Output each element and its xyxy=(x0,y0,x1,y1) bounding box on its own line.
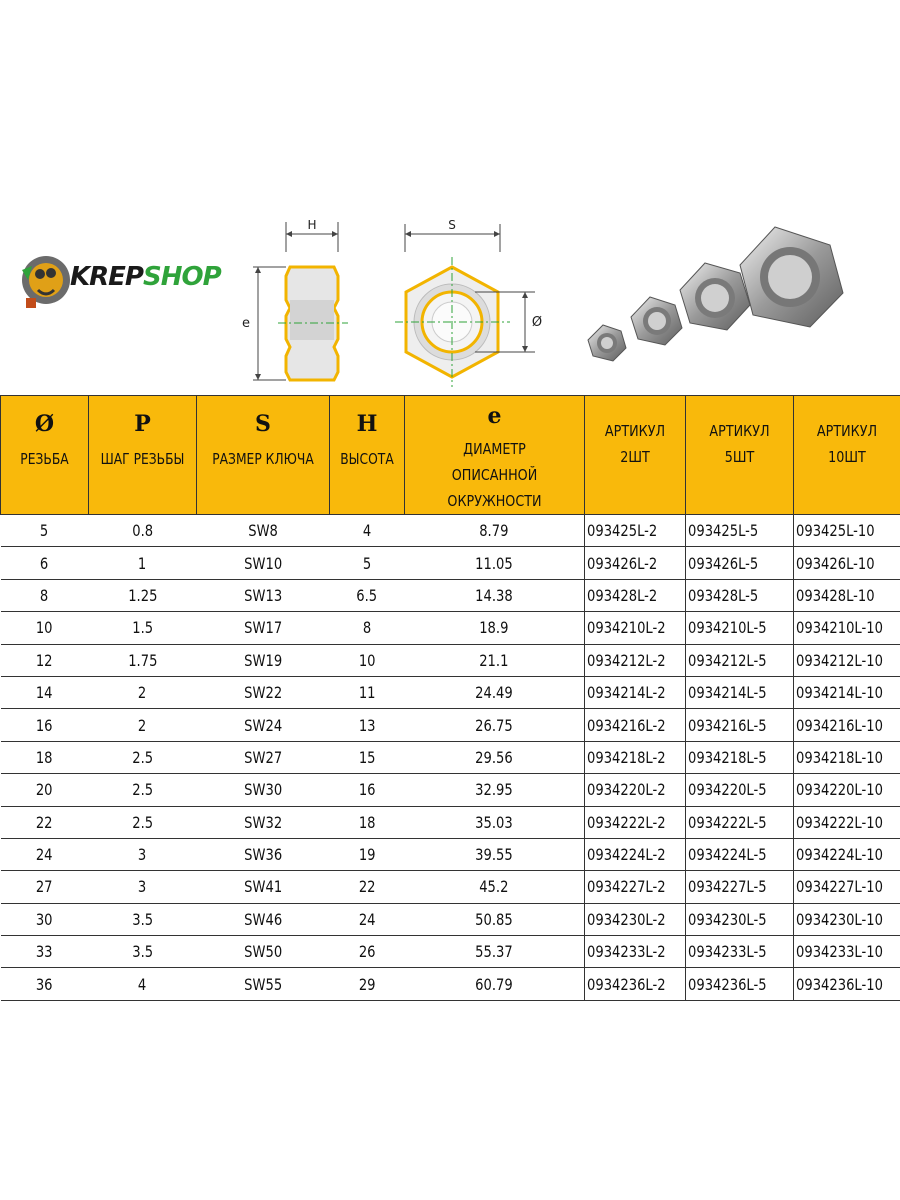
cell-text: 1.25 xyxy=(127,585,158,605)
cell-text: 50.85 xyxy=(475,909,514,929)
header-thread-symbol: Ø xyxy=(34,411,55,437)
table-row xyxy=(1,903,900,935)
cell-text: 0934220L-2 xyxy=(587,780,666,800)
cell-text: 55.37 xyxy=(475,942,514,962)
table-row xyxy=(1,709,900,741)
header-thread xyxy=(1,396,89,515)
cell-thread xyxy=(1,579,89,611)
cell-text: 16 xyxy=(36,715,53,735)
cell-text: 3 xyxy=(138,845,147,865)
cell-text: 10 xyxy=(36,618,53,638)
cell-text: 0934230L-5 xyxy=(688,909,767,929)
table-row xyxy=(1,838,900,870)
cell-text: 60.79 xyxy=(475,974,514,994)
cell-height xyxy=(330,968,405,1000)
cell-text: 2 xyxy=(138,715,147,735)
cell-article-10 xyxy=(794,676,900,708)
cell-thread xyxy=(1,547,89,579)
cell-text: 093426L-10 xyxy=(796,553,875,573)
cell-text: 5 xyxy=(40,521,49,541)
cell-text: 2.5 xyxy=(132,780,153,800)
cell-text: 3 xyxy=(138,877,147,897)
cell-article-5 xyxy=(686,515,794,547)
cell-thread xyxy=(1,741,89,773)
header-diameter-symbol: e xyxy=(487,403,502,429)
cell-article-2 xyxy=(585,547,686,579)
cell-height xyxy=(330,741,405,773)
brand-wordmark xyxy=(70,262,221,292)
cell-diameter xyxy=(405,774,585,806)
table-row xyxy=(1,612,900,644)
cell-thread xyxy=(1,709,89,741)
cell-text: 18.9 xyxy=(479,618,509,638)
cell-thread xyxy=(1,903,89,935)
cell-article-2 xyxy=(585,838,686,870)
header-article-2 xyxy=(585,396,686,515)
cell-height xyxy=(330,579,405,611)
cell-text: 18 xyxy=(358,812,376,832)
cell-thread xyxy=(1,644,89,676)
cell-text: 0934224L-5 xyxy=(688,845,767,865)
cell-diameter xyxy=(405,515,585,547)
cell-wrench-size xyxy=(197,871,330,903)
cell-wrench-size xyxy=(197,547,330,579)
header-thread-label: РЕЗЬБА xyxy=(20,450,69,468)
cell-text: 8 xyxy=(362,618,372,638)
cell-text: 0934210L-10 xyxy=(796,618,883,638)
cell-article-5 xyxy=(686,806,794,838)
cell-height xyxy=(330,515,405,547)
cell-article-5 xyxy=(686,838,794,870)
cell-thread xyxy=(1,936,89,968)
cell-text: 0934218L-10 xyxy=(796,747,883,767)
cell-wrench-size xyxy=(197,838,330,870)
cell-article-10 xyxy=(794,644,900,676)
cell-text: 0934222L-10 xyxy=(796,812,883,832)
label-e: e xyxy=(242,316,250,331)
cell-diameter xyxy=(405,612,585,644)
cell-text: 11.05 xyxy=(475,553,514,573)
cell-text: 0934220L-5 xyxy=(688,780,767,800)
cell-text: 093426L-5 xyxy=(688,553,759,573)
table-row xyxy=(1,741,900,773)
cell-article-10 xyxy=(794,579,900,611)
label-diameter: Ø xyxy=(531,315,543,330)
cell-wrench-size xyxy=(197,644,330,676)
cell-text: 093428L-5 xyxy=(688,585,759,605)
cell-text: 093428L-10 xyxy=(796,585,875,605)
cell-text: 22 xyxy=(358,877,376,897)
cell-pitch xyxy=(89,903,197,935)
cell-article-10 xyxy=(794,547,900,579)
cell-text: SW24 xyxy=(243,715,283,735)
cell-article-10 xyxy=(794,515,900,547)
cell-article-2 xyxy=(585,968,686,1000)
cell-thread xyxy=(1,774,89,806)
cell-article-10 xyxy=(794,774,900,806)
cell-height xyxy=(330,806,405,838)
cell-text: 0934236L-10 xyxy=(796,974,883,994)
cell-text: 2.5 xyxy=(132,812,153,832)
cell-thread xyxy=(1,612,89,644)
cell-diameter xyxy=(405,838,585,870)
cell-article-5 xyxy=(686,644,794,676)
table-row xyxy=(1,547,900,579)
header-article-10-label: АРТИКУЛ 10ШТ xyxy=(816,422,878,466)
cell-text: 12 xyxy=(36,650,53,670)
cell-text: 3.5 xyxy=(132,942,153,962)
spec-table-body xyxy=(1,515,900,1001)
cell-text: SW27 xyxy=(243,747,283,767)
cell-article-2 xyxy=(585,579,686,611)
header-height xyxy=(330,396,405,515)
cell-article-10 xyxy=(794,612,900,644)
table-row xyxy=(1,676,900,708)
cell-article-2 xyxy=(585,871,686,903)
cell-text: 1.5 xyxy=(132,618,153,638)
cell-text: 14.38 xyxy=(475,585,514,605)
cell-article-5 xyxy=(686,612,794,644)
cell-text: 29.56 xyxy=(475,747,514,767)
brand-part2: SHOP xyxy=(142,262,221,292)
cell-text: 19 xyxy=(358,845,376,865)
cell-text: 0934233L-2 xyxy=(587,942,666,962)
cell-text: 36 xyxy=(36,974,53,994)
cell-article-5 xyxy=(686,936,794,968)
hex-nuts-photo xyxy=(575,215,875,390)
header-article-2-label: АРТИКУЛ 2ШТ xyxy=(604,422,666,466)
cell-text: 4 xyxy=(138,974,147,994)
cell-wrench-size xyxy=(197,709,330,741)
cell-pitch xyxy=(89,612,197,644)
cell-text: 2.5 xyxy=(132,747,153,767)
cell-pitch xyxy=(89,515,197,547)
cell-height xyxy=(330,871,405,903)
mascot-icon xyxy=(18,240,78,320)
cell-text: SW55 xyxy=(243,974,283,994)
cell-article-10 xyxy=(794,968,900,1000)
cell-thread xyxy=(1,806,89,838)
cell-article-2 xyxy=(585,612,686,644)
header-pitch-label: ШАГ РЕЗЬБЫ xyxy=(100,450,185,468)
cell-text: 5 xyxy=(362,553,372,573)
table-row xyxy=(1,579,900,611)
cell-text: 0934214L-2 xyxy=(587,683,666,703)
nut-tiny xyxy=(588,325,626,361)
cell-wrench-size xyxy=(197,676,330,708)
label-h: H xyxy=(307,218,317,232)
cell-pitch xyxy=(89,871,197,903)
cell-text: 0934230L-10 xyxy=(796,909,883,929)
cell-diameter xyxy=(405,676,585,708)
nut-front-diagram xyxy=(395,212,555,392)
cell-text: 0934212L-2 xyxy=(587,650,666,670)
cell-text: 0934236L-5 xyxy=(688,974,767,994)
header-wrench-label: РАЗМЕР КЛЮЧА xyxy=(212,450,314,468)
nut-large xyxy=(740,227,843,327)
header-pitch-symbol: P xyxy=(134,411,151,437)
table-row xyxy=(1,968,900,1000)
cell-text: 0934216L-10 xyxy=(796,715,883,735)
cell-text: SW50 xyxy=(243,942,283,962)
cell-article-5 xyxy=(686,579,794,611)
cell-text: 22 xyxy=(36,812,53,832)
cell-article-2 xyxy=(585,741,686,773)
cell-text: 4 xyxy=(362,521,372,541)
cell-text: SW41 xyxy=(243,877,283,897)
cell-text: 33 xyxy=(36,942,53,962)
cell-text: 1 xyxy=(138,553,147,573)
brand-logo xyxy=(18,240,221,320)
cell-text: 6.5 xyxy=(356,585,378,605)
cell-text: SW30 xyxy=(243,780,283,800)
cell-text: 0934216L-5 xyxy=(688,715,767,735)
header-diameter-label: ДИАМЕТР ОПИСАННОЙ ОКРУЖНОСТИ xyxy=(447,440,542,510)
label-s: S xyxy=(448,218,456,232)
cell-text: 24.49 xyxy=(475,683,514,703)
cell-text: 0934212L-10 xyxy=(796,650,883,670)
cell-diameter xyxy=(405,709,585,741)
cell-text: 0934236L-2 xyxy=(587,974,666,994)
cell-article-2 xyxy=(585,709,686,741)
cell-pitch xyxy=(89,838,197,870)
cell-thread xyxy=(1,838,89,870)
table-row xyxy=(1,806,900,838)
cell-wrench-size xyxy=(197,806,330,838)
cell-article-5 xyxy=(686,547,794,579)
cell-wrench-size xyxy=(197,968,330,1000)
cell-text: SW32 xyxy=(243,812,283,832)
cell-thread xyxy=(1,968,89,1000)
cell-article-10 xyxy=(794,806,900,838)
cell-article-2 xyxy=(585,676,686,708)
cell-text: 10 xyxy=(358,650,376,670)
cell-text: 14 xyxy=(36,683,53,703)
header-height-symbol: H xyxy=(356,411,378,437)
cell-text: 15 xyxy=(358,747,376,767)
cell-text: 0934218L-2 xyxy=(587,747,666,767)
cell-text: 0934233L-5 xyxy=(688,942,767,962)
cell-height xyxy=(330,838,405,870)
cell-pitch xyxy=(89,579,197,611)
cell-text: 13 xyxy=(358,715,376,735)
table-row xyxy=(1,871,900,903)
cell-text: 0.8 xyxy=(132,521,153,541)
cell-text: 0934224L-2 xyxy=(587,845,666,865)
cell-text: 093428L-2 xyxy=(587,585,658,605)
cell-text: 0934218L-5 xyxy=(688,747,767,767)
header-wrench-size xyxy=(197,396,330,515)
cell-text: 35.03 xyxy=(475,812,514,832)
cell-article-5 xyxy=(686,741,794,773)
cell-text: 45.2 xyxy=(479,877,509,897)
cell-text: 0934222L-2 xyxy=(587,812,666,832)
cell-pitch xyxy=(89,644,197,676)
cell-text: SW8 xyxy=(248,521,278,541)
cell-text: 0934212L-5 xyxy=(688,650,767,670)
cell-text: 0934210L-2 xyxy=(587,618,666,638)
header-pitch xyxy=(89,396,197,515)
cell-diameter xyxy=(405,903,585,935)
header-diameter xyxy=(405,396,585,515)
cell-text: SW46 xyxy=(243,909,283,929)
cell-text: 27 xyxy=(36,877,53,897)
cell-height xyxy=(330,676,405,708)
cell-pitch xyxy=(89,676,197,708)
cell-text: 0934227L-10 xyxy=(796,877,883,897)
cell-article-2 xyxy=(585,936,686,968)
cell-diameter xyxy=(405,871,585,903)
cell-article-5 xyxy=(686,968,794,1000)
header-wrench-symbol: S xyxy=(255,411,271,437)
cell-text: 24 xyxy=(358,909,376,929)
cell-height xyxy=(330,612,405,644)
cell-diameter xyxy=(405,936,585,968)
cell-height xyxy=(330,774,405,806)
table-row xyxy=(1,774,900,806)
cell-text: SW22 xyxy=(243,683,283,703)
cell-text: SW17 xyxy=(243,618,283,638)
header-height-label: ВЫСОТА xyxy=(340,450,394,468)
table-row xyxy=(1,936,900,968)
cell-text: 0934224L-10 xyxy=(796,845,883,865)
cell-wrench-size xyxy=(197,903,330,935)
cell-text: 093425L-5 xyxy=(688,521,759,541)
cell-text: 093425L-10 xyxy=(796,521,875,541)
cell-article-2 xyxy=(585,644,686,676)
cell-text: 2 xyxy=(138,683,147,703)
cell-text: 39.55 xyxy=(475,845,514,865)
cell-article-10 xyxy=(794,741,900,773)
cell-text: 093425L-2 xyxy=(587,521,658,541)
cell-height xyxy=(330,709,405,741)
cell-text: 26 xyxy=(358,942,376,962)
cell-diameter xyxy=(405,968,585,1000)
cell-diameter xyxy=(405,547,585,579)
cell-text: 8 xyxy=(40,585,49,605)
cell-pitch xyxy=(89,936,197,968)
spec-table xyxy=(0,395,900,1001)
cell-pitch xyxy=(89,806,197,838)
cell-height xyxy=(330,547,405,579)
cell-wrench-size xyxy=(197,741,330,773)
cell-wrench-size xyxy=(197,515,330,547)
cell-text: 6 xyxy=(40,553,49,573)
cell-article-10 xyxy=(794,871,900,903)
cell-thread xyxy=(1,871,89,903)
cell-text: 8.79 xyxy=(479,521,509,541)
cell-article-5 xyxy=(686,903,794,935)
cell-text: 16 xyxy=(358,780,376,800)
cell-text: SW19 xyxy=(243,650,283,670)
cell-wrench-size xyxy=(197,579,330,611)
cell-text: 0934222L-5 xyxy=(688,812,767,832)
cell-text: 1.75 xyxy=(127,650,158,670)
cell-text: 24 xyxy=(36,845,53,865)
cell-height xyxy=(330,903,405,935)
table-row xyxy=(1,515,900,547)
cell-article-5 xyxy=(686,774,794,806)
cell-text: SW36 xyxy=(243,845,283,865)
cell-text: 0934216L-2 xyxy=(587,715,666,735)
header-article-5 xyxy=(686,396,794,515)
cell-text: 32.95 xyxy=(475,780,514,800)
nut-small xyxy=(631,297,682,345)
cell-diameter xyxy=(405,806,585,838)
cell-article-2 xyxy=(585,806,686,838)
cell-article-5 xyxy=(686,871,794,903)
cell-wrench-size xyxy=(197,774,330,806)
cell-pitch xyxy=(89,741,197,773)
cell-article-10 xyxy=(794,838,900,870)
cell-text: SW13 xyxy=(243,585,283,605)
cell-article-10 xyxy=(794,903,900,935)
cell-article-2 xyxy=(585,774,686,806)
cell-text: 0934227L-5 xyxy=(688,877,767,897)
cell-article-5 xyxy=(686,676,794,708)
cell-text: 29 xyxy=(358,974,376,994)
cell-article-2 xyxy=(585,903,686,935)
cell-pitch xyxy=(89,547,197,579)
cell-wrench-size xyxy=(197,936,330,968)
brand-part1: KREP xyxy=(70,262,143,292)
cell-article-10 xyxy=(794,936,900,968)
cell-thread xyxy=(1,676,89,708)
cell-text: 0934214L-10 xyxy=(796,683,883,703)
cell-diameter xyxy=(405,644,585,676)
cell-text: 21.1 xyxy=(479,650,509,670)
cell-text: 0934230L-2 xyxy=(587,909,666,929)
nut-medium xyxy=(680,263,750,330)
cell-pitch xyxy=(89,774,197,806)
cell-diameter xyxy=(405,579,585,611)
cell-wrench-size xyxy=(197,612,330,644)
cell-text: SW10 xyxy=(243,553,283,573)
cell-article-10 xyxy=(794,709,900,741)
cell-text: 0934210L-5 xyxy=(688,618,767,638)
cell-article-2 xyxy=(585,515,686,547)
cell-article-5 xyxy=(686,709,794,741)
cell-text: 0934214L-5 xyxy=(688,683,767,703)
header-article-10 xyxy=(794,396,900,515)
table-header-row xyxy=(1,396,900,515)
cell-text: 0934220L-10 xyxy=(796,780,883,800)
cell-text: 20 xyxy=(36,780,53,800)
cell-pitch xyxy=(89,968,197,1000)
cell-height xyxy=(330,936,405,968)
cell-text: 26.75 xyxy=(475,715,514,735)
cell-text: 11 xyxy=(358,683,376,703)
cell-thread xyxy=(1,515,89,547)
cell-text: 0934233L-10 xyxy=(796,942,883,962)
cell-text: 093426L-2 xyxy=(587,553,658,573)
nut-side-diagram xyxy=(238,212,368,392)
table-row xyxy=(1,644,900,676)
cell-pitch xyxy=(89,709,197,741)
cell-text: 3.5 xyxy=(132,909,153,929)
cell-height xyxy=(330,644,405,676)
cell-diameter xyxy=(405,741,585,773)
cell-text: 18 xyxy=(36,747,53,767)
header-article-5-label: АРТИКУЛ 5ШТ xyxy=(709,422,770,466)
cell-text: 30 xyxy=(36,909,53,929)
cell-text: 0934227L-2 xyxy=(587,877,666,897)
